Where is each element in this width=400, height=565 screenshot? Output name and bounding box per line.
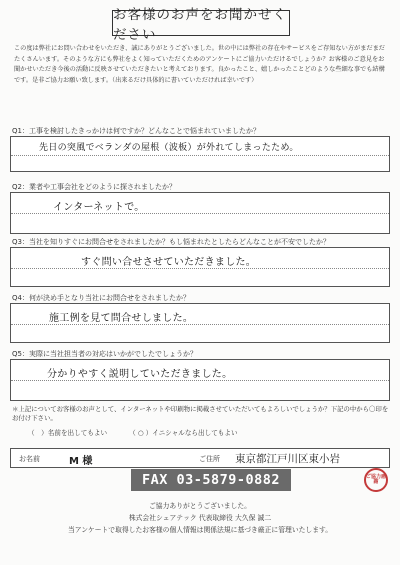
name-label: お名前 (19, 455, 40, 463)
answer-box-3 (10, 247, 390, 287)
consent-choices (28, 427, 238, 437)
answer-3: すぐ問い合せさせていただきました。 (81, 257, 257, 268)
choice-initial[interactable]: （ ○ ）イニシャルなら出してもよい (129, 429, 238, 437)
answer-2: インターネットで。 (53, 202, 145, 213)
address-label: ご住所 (199, 455, 220, 463)
question-3: Q3：当社を知りすぐにお問合せをされましたか？もし悩まれたとしたらどんなことが不安でしたか？ (12, 238, 330, 246)
question-5: Q5：実際に当社担当者の対応はいかがでしたでしょうか？ (12, 350, 197, 358)
answer-5: 分かりやすく説明していただきました。 (47, 369, 233, 380)
customer-info-box (10, 448, 390, 468)
question-1: Q1：工事を検討したきっかけは何ですか？どんなことで悩まれていましたか？ (12, 127, 260, 135)
answer-box-5 (10, 359, 390, 401)
privacy-line: 当アンケートで取得したお客様の個人情報は関係法規に基づき厳正に管理いたします。 (67, 526, 333, 534)
thanks-stamp: ご協力感謝 (364, 468, 388, 492)
choice-name[interactable]: （ ）名前を出してもよい (28, 429, 108, 437)
form-title: お客様のお声をお聞かせください (112, 10, 290, 36)
address-value: 東京都江戸川区東小岩 (235, 453, 340, 465)
fax-number: FAX 03-5879-0882 (131, 469, 291, 491)
question-4: Q4：何が決め手となり当社にお問合せをされましたか？ (12, 294, 190, 302)
question-2: Q2：業者や工事会社をどのように探されましたか？ (12, 183, 176, 191)
consent-note: ＊上記についてお客様のお声として、インターネットや印刷物に掲載させていただいてもよろしいでしょうか？下記の中から〇印をお付け下さい。 (12, 405, 389, 422)
intro-text: この度は弊社にお問い合わせをいただき、誠にありがとうございました。世の中には弊社の存在やサービスをご存知ない方がまだまだたくさんいます。そのような方にも弊社をよく知っていただくためのアンケートにご協力いただけるでしょうか？お客様のご意見をお聞かせいただき今後の活動に反映させていただきたいと考えております。良かったこと、嬉しかったことどのような些細な事でも結構です。是非ご協力お願い致します。（出来るだけ具体的に書いていただければ幸いです） (14, 45, 385, 84)
thanks-text: ご協力ありがとうございました。 (149, 502, 251, 510)
answer-box-1 (10, 136, 390, 172)
company-line: 株式会社シェアテック 代表取締役 大久保 誠二 (128, 514, 272, 522)
answer-box-4 (10, 303, 390, 343)
name-value: M 様 (69, 456, 93, 467)
answer-box-2 (10, 192, 390, 234)
answer-4: 施工例を見て問合せしました。 (49, 313, 194, 324)
answer-1: 先日の突風でベランダの屋根（波板）が外れてしまったため。 (39, 143, 299, 153)
